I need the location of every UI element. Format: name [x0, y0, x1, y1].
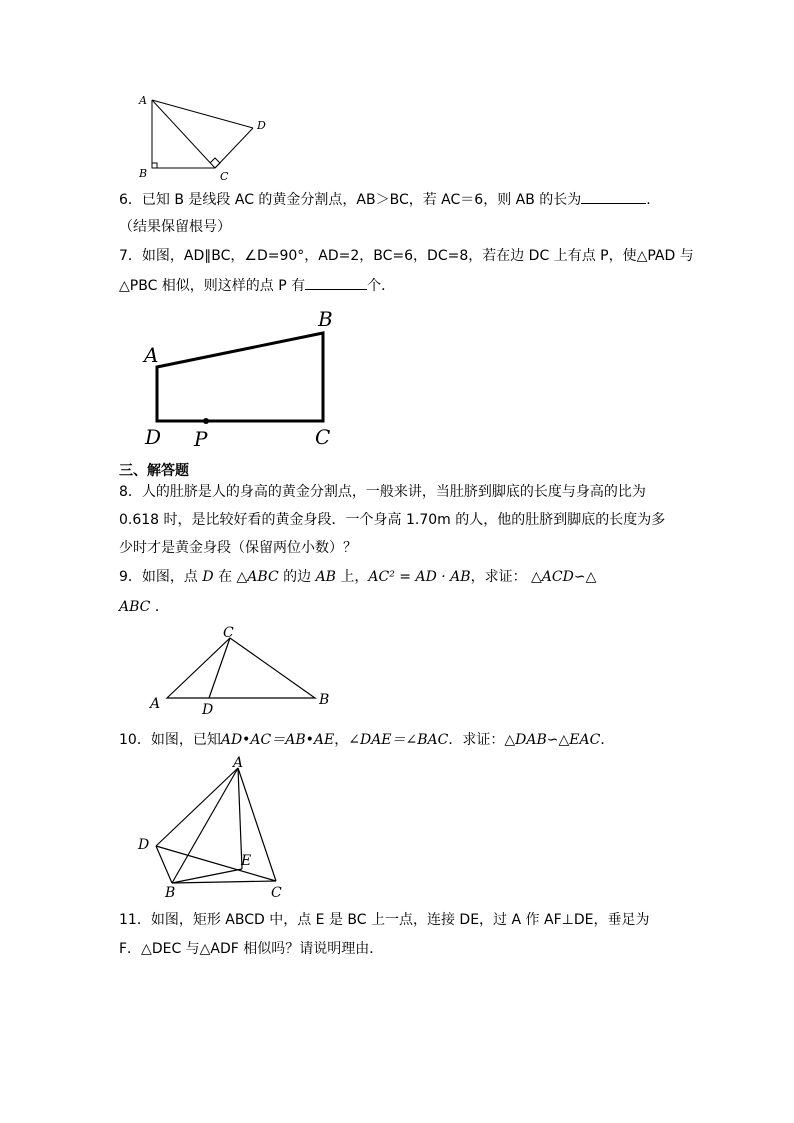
- q9-point-d: D: [202, 569, 214, 585]
- q10-condition-2: ∠DAE＝∠BAC: [348, 732, 449, 748]
- right-angle-mark-b: [152, 163, 157, 168]
- q7-line-1: [119, 246, 694, 266]
- point-p: [203, 418, 209, 424]
- q10-conclusion: △DAB∽△EAC: [504, 732, 601, 748]
- q7-line-2: [119, 275, 395, 296]
- segment-ab: [172, 768, 238, 883]
- figure-top-quadrilateral: [132, 92, 272, 182]
- segment-be: [172, 869, 242, 883]
- figure-q9-triangle: [145, 625, 345, 720]
- q9-line-2: [119, 597, 169, 617]
- label-p: P: [194, 427, 208, 451]
- triangle-abc: [167, 638, 315, 698]
- q6-text: 6．已知 B 是线段 AC 的黄金分割点，AB＞BC，若 AC＝6，则 AB 的长为: [119, 192, 582, 208]
- segment-ad: [152, 100, 253, 128]
- segment-cd: [209, 638, 230, 698]
- q9-text-1: 9．如图，点: [119, 569, 198, 585]
- section-heading: [119, 461, 189, 481]
- q9-conclusion-end: ABC: [119, 599, 151, 615]
- q8-line-3: [119, 538, 357, 558]
- label-c: C: [220, 170, 229, 183]
- label-e: E: [241, 853, 252, 869]
- label-b: B: [318, 307, 333, 331]
- label-b: B: [165, 885, 176, 901]
- label-d: D: [202, 702, 214, 718]
- segment-bc: [172, 881, 276, 883]
- trapezoid-abcd: [157, 333, 323, 421]
- label-d: D: [145, 425, 162, 449]
- label-d: D: [138, 837, 150, 853]
- q8-text-3: 少时才是黄金身段（保留两位小数）？: [119, 540, 357, 556]
- q10-condition-1: AD•AC＝AB•AE: [220, 732, 335, 748]
- q10-line: [119, 730, 614, 750]
- label-a: A: [139, 94, 147, 107]
- label-a: A: [233, 755, 244, 771]
- label-b: B: [319, 692, 330, 708]
- q9-text-4: 上，: [340, 569, 369, 585]
- q7-text: 7．如图，AD∥BC，∠D=90°，AD=2，BC=6，DC=8，若在边 DC 上有点 P，使△PAD 与: [119, 248, 694, 264]
- q8-text-2: 0.618 时，是比较好看的黄金身段．一个身高 1.70m 的人，他的肚脐到脚底的长度为多: [119, 512, 666, 528]
- q9-triangle-abc: △ABC: [236, 569, 279, 585]
- q6-end: .: [646, 192, 651, 208]
- segment-db: [156, 846, 172, 883]
- q10-mid: ．求证：: [448, 732, 505, 748]
- label-b: B: [139, 167, 148, 180]
- q10-end: ．: [600, 732, 615, 748]
- label-c: C: [223, 625, 234, 641]
- label-d: D: [257, 119, 266, 132]
- q11-text-2: F．△DEC 与△ADF 相似吗？请说明理由．: [119, 941, 384, 957]
- label-c: C: [271, 885, 282, 901]
- q11-line-1: [119, 910, 649, 930]
- q7-answer-blank[interactable]: [305, 275, 367, 290]
- label-a: A: [150, 696, 161, 712]
- q8-line-1: [119, 482, 646, 502]
- q6-line-2: [119, 217, 231, 237]
- q7-text-suffix: 个．: [367, 278, 396, 294]
- section-heading-text: 三、解答题: [119, 463, 189, 479]
- q6-answer-blank[interactable]: [581, 189, 646, 204]
- segment-ac: [152, 100, 215, 168]
- segment-dc: [156, 846, 276, 881]
- q6-line-1: [119, 189, 651, 210]
- figure-q7-trapezoid: [140, 307, 370, 451]
- q9-line-1: [119, 567, 596, 587]
- q8-text-1: 8．人的肚脐是人的身高的黄金分割点，一般来讲，当肚脐到脚底的长度与身高的比为: [119, 484, 646, 500]
- q10-prefix: 10．如图，已知: [119, 732, 221, 748]
- q9-equation: AC² = AD · AB: [368, 569, 471, 585]
- q9-text-3: 的边: [283, 569, 312, 585]
- segment-ad: [156, 768, 238, 846]
- q9-text-5: ，求证：: [470, 569, 527, 585]
- q11-text-1: 11．如图，矩形 ABCD 中，点 E 是 BC 上一点，连接 DE，过 A 作 AF⊥DE，垂足为: [119, 912, 650, 928]
- q9-text-2: 在: [218, 569, 233, 585]
- figure-q10-triangles: [135, 755, 305, 900]
- q11-line-2: [119, 939, 383, 959]
- q9-side-ab: AB: [315, 569, 336, 585]
- label-a: A: [144, 343, 159, 367]
- q9-conclusion: △ACD∽△: [531, 569, 597, 585]
- right-angle-mark-c: [210, 158, 220, 168]
- q7-text-prefix: △PBC 相似，则这样的点 P 有: [119, 278, 306, 294]
- q10-sep: ，: [334, 732, 349, 748]
- segment-cd: [215, 128, 253, 168]
- q9-line-2-end: ．: [154, 599, 169, 615]
- q6-note: （结果保留根号）: [119, 219, 231, 235]
- q8-line-2: [119, 510, 665, 530]
- label-c: C: [315, 425, 331, 449]
